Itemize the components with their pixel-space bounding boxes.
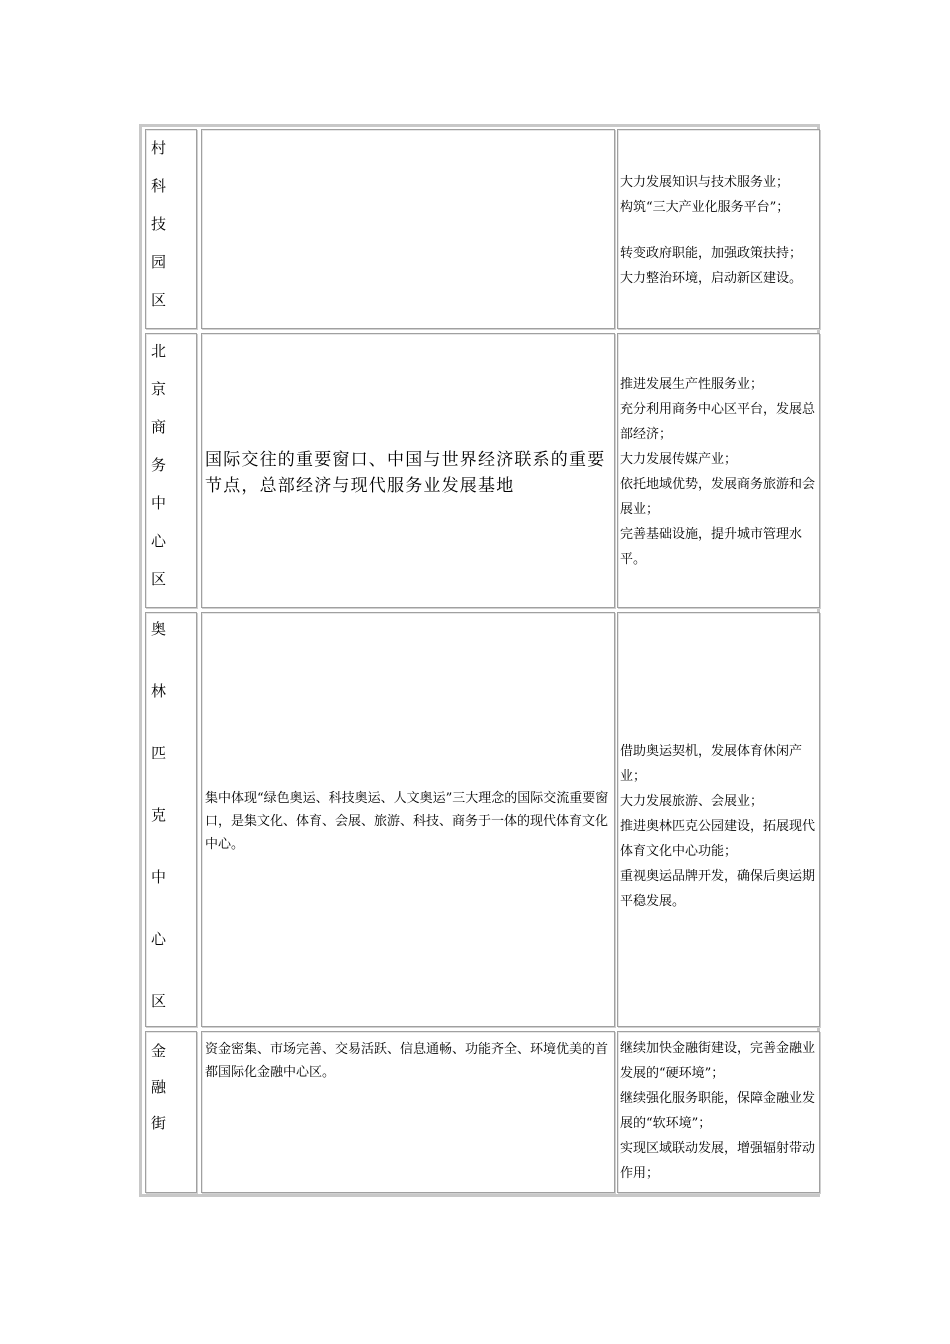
task-item: 继续强化服务职能，保障金融业发展的“软环境”； [620,1091,816,1131]
tasks-cell [617,1031,820,1193]
table-row [145,129,820,329]
task-item: 充分利用商务中心区平台，发展总部经济； [620,402,816,442]
task-item: 大力发展旅游、会展业； [620,794,764,809]
positioning-cell [201,333,615,608]
zone-name-char: 克 [151,806,167,824]
zone-name-char: 技 [151,215,167,233]
zone-name-char: 区 [151,570,167,588]
zone-name-char: 街 [151,1114,167,1132]
task-item: 借助奥运契机，发展体育休闲产业； [620,744,803,784]
table-row [145,612,820,1027]
zone-name-char: 融 [151,1078,167,1096]
zone-name-cell [145,1031,197,1193]
zone-name-char: 奥 [151,620,167,638]
zone-name-char: 匹 [151,744,167,762]
tasks-list [620,739,817,914]
zone-name-char: 务 [151,456,167,474]
table-row [145,333,820,608]
zone-table [139,124,820,1197]
zone-name-char: 园 [151,253,167,271]
positioning-text: 国际交往的重要窗口、中国与世界经济联系的重要节点，总部经济与现代服务业发展基地 [205,450,606,496]
task-item: 继续加快金融街建设，完善金融业发展的“硬环境”； [620,1041,816,1081]
task-item: 完善基础设施，提升城市管理水平。 [620,527,803,567]
tasks-list [620,1036,817,1186]
zone-name-cell [145,612,197,1027]
zone-name-cell [145,333,197,608]
table-row [145,1031,820,1193]
task-item: 大力发展知识与技术服务业； [620,175,790,190]
task-item: 依托地域优势，发展商务旅游和会展业； [620,477,816,517]
task-item: 推进发展生产性服务业； [620,377,764,392]
positioning-cell [201,612,615,1027]
task-item: 实现区域联动发展，增强辐射带动作用； [620,1141,816,1181]
zone-name-char: 商 [151,418,167,436]
zone-name-char: 北 [151,342,167,360]
zone-name-char: 林 [151,682,167,700]
zone-name-char: 金 [151,1042,167,1060]
tasks-cell [617,333,820,608]
zone-name-char: 村 [151,139,167,157]
task-item: 推进奥林匹克公园建设，拓展现代体育文化中心功能； [620,819,816,859]
positioning-cell [201,1031,615,1193]
zone-name-char: 心 [151,532,167,550]
positioning-text: 集中体现“绿色奥运、科技奥运、人文奥运”三大理念的国际交流重要窗口，是集文化、体育、会展、旅游、科技、商务于一体的现代体育文化中心。 [205,791,609,852]
zone-name-char: 科 [151,177,167,195]
task-item: 大力整治环境，启动新区建设。 [620,271,803,286]
zone-name-cell [145,129,197,329]
zone-name-char: 区 [151,291,167,309]
tasks-list [620,170,817,291]
positioning-cell [201,129,615,329]
tasks-cell [617,129,820,329]
spacer [620,220,817,241]
zone-name-char: 区 [151,992,167,1010]
tasks-list [620,372,817,572]
tasks-cell [617,612,820,1027]
task-item: 重视奥运品牌开发，确保后奥运期平稳发展。 [620,869,816,909]
task-item: 大力发展传媒产业； [620,452,738,467]
zone-name-char: 京 [151,380,167,398]
zone-name-char: 中 [151,868,167,886]
zone-name-char: 心 [151,930,167,948]
zone-name-char: 中 [151,494,167,512]
task-item: 构筑“三大产业化服务平台”； [620,200,790,215]
task-item: 转变政府职能，加强政策扶持； [620,246,803,261]
positioning-text: 资金密集、市场完善、交易活跃、信息通畅、功能齐全、环境优美的首都国际化金融中心区。 [205,1042,609,1080]
